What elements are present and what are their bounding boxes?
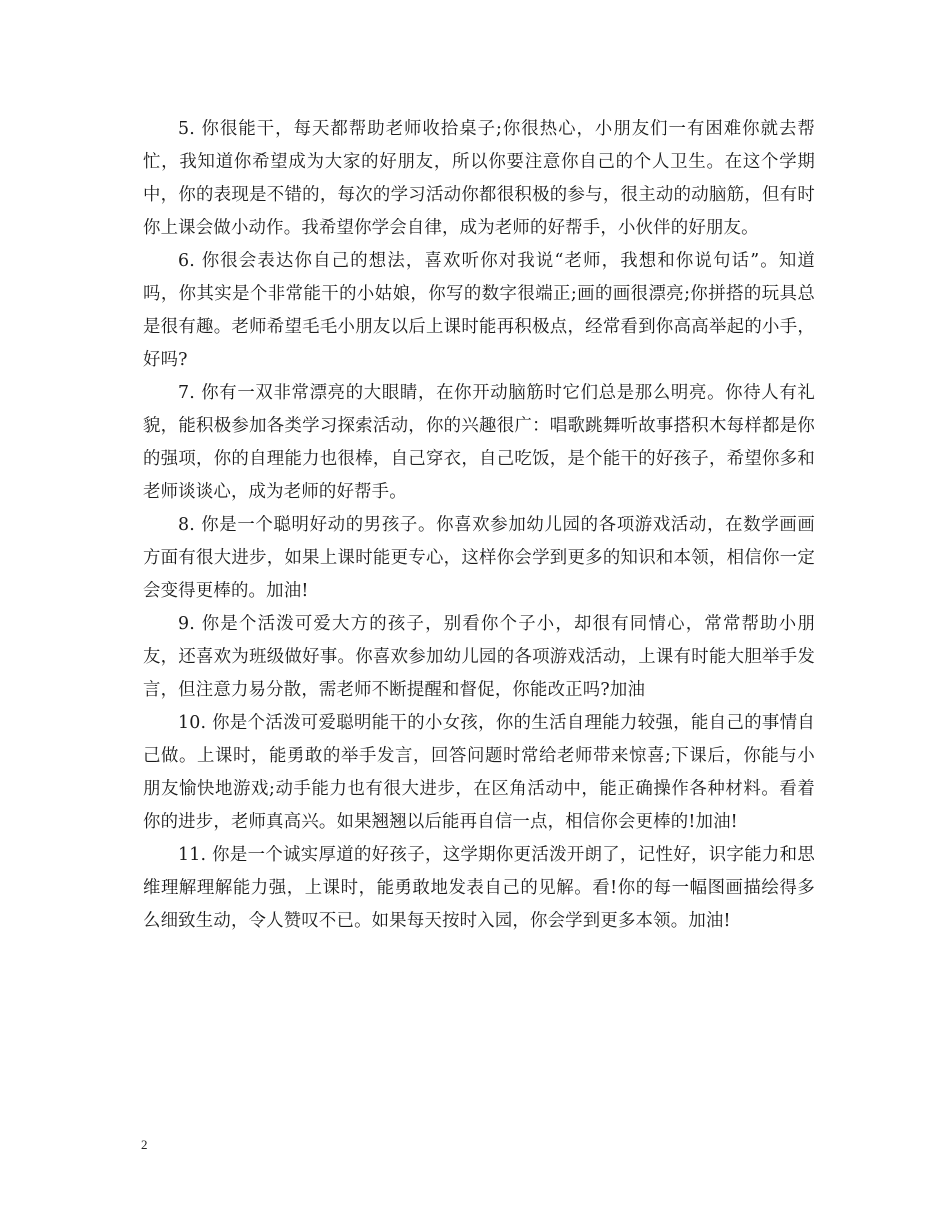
paragraph-item-8: 8. 你是一个聪明好动的男孩子。你喜欢参加幼儿园的各项游戏活动，在数学画画方面有很大进步，如果上课时能更专心，这样你会学到更多的知识和本领，相信你一定会变得更棒的。加油! (143, 515, 815, 601)
paragraph-item-6: 6. 你很会表达你自己的想法，喜欢听你对我说“老师，我想和你说句话”。知道吗，你其实是个非常能干的小姑娘，你写的数字很端正;画的画很漂亮;你拼搭的玩具总是很有趣。老师希望毛毛小朋友以后上课时能再积极点，经常看到你高高举起的小手，好吗? (143, 251, 815, 370)
document-body (143, 113, 815, 938)
paragraph-item-5: 5. 你很能干，每天都帮助老师收拾桌子;你很热心，小朋友们一有困难你就去帮忙，我知道你希望成为大家的好朋友，所以你要注意你自己的个人卫生。在这个学期中，你的表现是不错的，每次的学习活动你都很积极的参与，很主动的动脑筋，但有时你上课会做小动作。我希望你学会自律，成为老师的好帮手，小伙伴的好朋友。 (143, 119, 815, 238)
paragraph-item-7: 7. 你有一双非常漂亮的大眼睛，在你开动脑筋时它们总是那么明亮。你待人有礼貌，能积极参加各类学习探索活动，你的兴趣很广：唱歌跳舞听故事搭积木每样都是你的强项，你的自理能力也很棒，自己穿衣，自己吃饭，是个能干的好孩子，希望你多和老师谈谈心，成为老师的好帮手。 (143, 383, 815, 502)
paragraph-item-10: 10. 你是个活泼可爱聪明能干的小女孩，你的生活自理能力较强，能自己的事情自己做。上课时，能勇敢的举手发言，回答问题时常给老师带来惊喜;下课后，你能与小朋友愉快地游戏;动手能力也有很大进步，在区角活动中，能正确操作各种材料。看着你的进步，老师真高兴。如果翘翘以后能再自信一点，相信你会更棒的!加油! (143, 713, 815, 832)
page-number: 2 (141, 1137, 148, 1152)
paragraph-item-11: 11. 你是一个诚实厚道的好孩子，这学期你更活泼开朗了，记性好，识字能力和思维理解理解能力强，上课时，能勇敢地发表自己的见解。看!你的每一幅图画描绘得多么细致生动，令人赞叹不已。如果每天按时入园，你会学到更多本领。加油! (143, 845, 815, 931)
paragraph-item-9: 9. 你是个活泼可爱大方的孩子，别看你个子小，却很有同情心，常常帮助小朋友，还喜欢为班级做好事。你喜欢参加幼儿园的各项游戏活动，上课有时能大胆举手发言，但注意力易分散，需老师不断提醒和督促，你能改正吗?加油 (143, 614, 815, 700)
